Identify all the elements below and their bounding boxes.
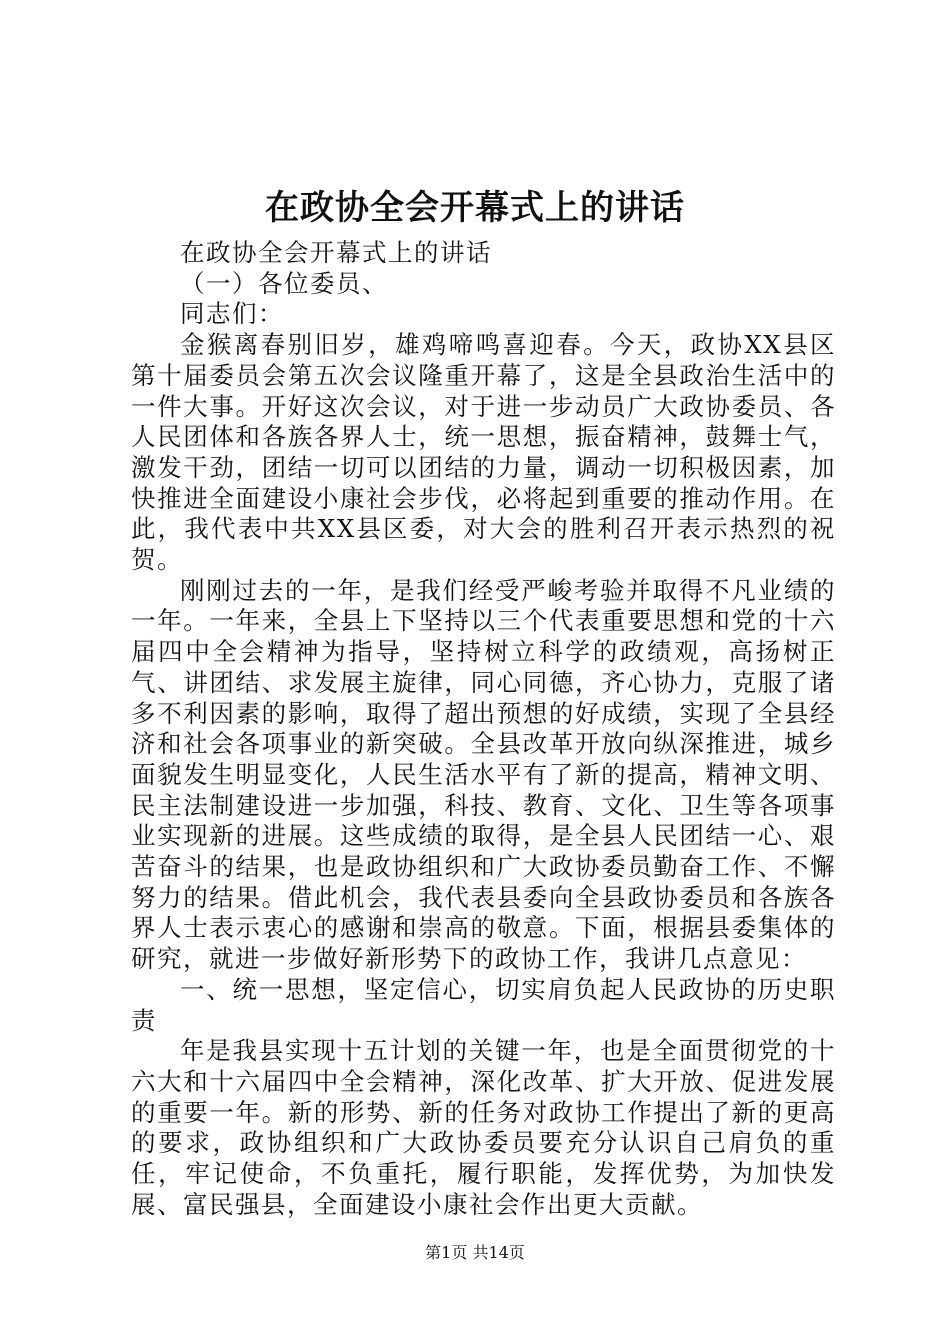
- page-number-footer: 第1页 共14页: [425, 1243, 525, 1262]
- paragraph-section-one: （一）各位委员、: [180, 268, 388, 298]
- paragraph-outlook: 年是我县实现十五计划的关键一年，也是全面贯彻党的十六大和十六届四中全会精神，深化改革、扩大开放、促进发展的重要一年。新的形势、新的任务对政协工作提出了新的更高的要求，政协组织和广大政协委员要充分认识自己肩负的重任，牢记使命，不负重托，履行职能，发挥优势，为加快发展、富民强县，全面建设小康社会作出更大贡献。: [131, 1036, 836, 1219]
- document-title: 在政协全会开幕式上的讲话: [265, 188, 685, 228]
- paragraph-salutation: 同志们：: [180, 299, 284, 329]
- paragraph-review: 刚刚过去的一年，是我们经受严峻考验并取得不凡业绩的一年。一年来，全县上下坚持以三个代表重要思想和党的十六届四中全会精神为指导，坚持树立科学的政绩观，高扬树正气、讲团结、求发展主旋律，同心同德，齐心协力，克服了诸多不利因素的影响，取得了超出预想的好成绩，实现了全县经济和社会各项事业的新突破。全县改革开放向纵深推进，城乡面貌发生明显变化，人民生活水平有了新的提高，精神文明、民主法制建设进一步加强，科技、教育、文化、卫生等各项事业实现新的进展。这些成绩的取得，是全县人民团结一心、艰苦奋斗的结果，也是政协组织和广大政协委员勤奋工作、不懈努力的结果。借此机会，我代表县委向全县政协委员和各族各界人士表示衷心的感谢和崇高的敬意。下面，根据县委集体的研究，就进一步做好新形势下的政协工作，我讲几点意见：: [131, 575, 836, 974]
- document-body: [131, 238, 836, 1221]
- paragraph-heading-one: 一、统一思想，坚定信心，切实肩负起人民政协的历史职责: [131, 974, 836, 1035]
- paragraph-opening: 金猴离春别旧岁，雄鸡啼鸣喜迎春。今天，政协XX县区第十届委员会第五次会议隆重开幕了，这是全县政治生活中的一件大事。开好这次会议，对于进一步动员广大政协委员、各人民团体和各族各界人士，统一思想，振奋精神，鼓舞士气，激发干劲，团结一切可以团结的力量，调动一切积极因素，加快推进全面建设小康社会步伐，必将起到重要的推动作用。在此，我代表中共XX县区委，对大会的胜利召开表示热烈的祝贺。: [131, 330, 836, 575]
- paragraph-subtitle: 在政协全会开幕式上的讲话: [180, 238, 492, 267]
